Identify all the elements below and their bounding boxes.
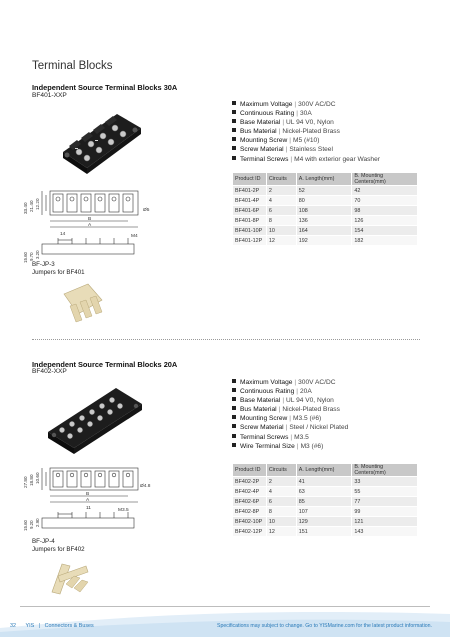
table-row (233, 497, 418, 507)
cell: 108 (296, 206, 352, 216)
cell: 41 (296, 477, 352, 487)
cell: 77 (352, 497, 418, 507)
cell: 136 (296, 216, 352, 226)
table-header: A. Length(mm) (296, 173, 352, 186)
table-row (233, 236, 418, 246)
cell: 52 (296, 186, 352, 196)
terminal-block-30a-side-drawing (28, 236, 143, 258)
table-header: Circuits (266, 464, 296, 477)
dim-side-1: 15.60 (23, 252, 28, 263)
cell: BF401-10P (233, 226, 267, 236)
jumper1-desc: Jumpers for BF401 (32, 269, 85, 276)
cell: 8 (266, 507, 296, 517)
terminal-block-30a-photo (55, 100, 145, 180)
cell: 129 (296, 517, 352, 527)
cell: 33 (352, 477, 418, 487)
spec-item: Terminal Screws | M4 with exterior gear Washer (232, 155, 380, 164)
cell: 70 (352, 196, 418, 206)
table-row (233, 226, 418, 236)
footer-rule (20, 606, 430, 607)
cell: 192 (296, 236, 352, 246)
table-header: B. Mounting Centers(mm) (352, 173, 418, 186)
dim-screw: M4 (131, 234, 138, 239)
section1-spec-table (232, 172, 418, 246)
dim-diameter: Ø4.8 (140, 484, 151, 489)
spec-item: Terminal Screws | M3.5 (232, 433, 348, 442)
page-number: 32 (10, 623, 16, 629)
cell: BF401-2P (233, 186, 267, 196)
spec-item: Bus Material | Nickel-Plated Brass (232, 405, 348, 414)
table-header: Circuits (266, 173, 296, 186)
cell: 98 (352, 206, 418, 216)
spec-item: Wire Terminal Size | M3 (#6) (232, 442, 348, 451)
footer-notice: Specifications may subject to change. Go to YISMarine.com for the latest product information. (216, 623, 432, 629)
cell: BF402-6P (233, 497, 267, 507)
table-row (233, 477, 418, 487)
section1-title: Independent Source Terminal Blocks 30A (32, 83, 178, 92)
table-row (233, 186, 418, 196)
section2-spec-list (232, 378, 348, 451)
spec-item: Mounting Screw | M3.5 (#6) (232, 414, 348, 423)
cell: 10 (266, 517, 296, 527)
cell: BF402-4P (233, 487, 267, 497)
section2-model: BF402-XXP (32, 368, 67, 375)
cell: 55 (352, 487, 418, 497)
cell: BF401-6P (233, 206, 267, 216)
cell: 4 (266, 487, 296, 497)
section2-title: Independent Source Terminal Blocks 20A (32, 360, 178, 369)
section1-spec-list (232, 100, 380, 164)
table-header: Product ID (233, 464, 267, 477)
terminal-block-20a-side-drawing (28, 510, 143, 532)
cell: 12 (266, 527, 296, 537)
jumper1-id: BF-JP-3 (32, 261, 55, 268)
dim-side-3: 3.20 (35, 250, 40, 259)
footer-page-info: 32 YIS | Connectors & Buses (10, 623, 94, 629)
section-divider (32, 339, 420, 340)
dim-side-2: 9.20 (29, 520, 34, 529)
terminal-block-30a-drawing (28, 187, 158, 235)
cell: BF402-2P (233, 477, 267, 487)
cell: 2 (266, 186, 296, 196)
cell: 121 (352, 517, 418, 527)
cell: 6 (266, 206, 296, 216)
terminal-block-20a-drawing (28, 464, 158, 508)
spec-item: Screw Material | Stainless Steel (232, 145, 380, 154)
dim-height-2: 18.80 (29, 474, 34, 486)
footer-brand: YIS (25, 623, 35, 629)
cell: 4 (266, 196, 296, 206)
section2-spec-table (232, 463, 418, 537)
table-row (233, 216, 418, 226)
cell: BF402-10P (233, 517, 267, 527)
table-row (233, 206, 418, 216)
cell: 63 (296, 487, 352, 497)
table-header: B. Mounting Centers(mm) (352, 464, 418, 477)
section1-model: BF401-XXP (32, 92, 67, 99)
table-row (233, 507, 418, 517)
cell: 107 (296, 507, 352, 517)
jumper2-id: BF-JP-4 (32, 538, 55, 545)
cell: 2 (266, 477, 296, 487)
table-header: A. Length(mm) (296, 464, 352, 477)
dim-height-1: 33.40 (23, 202, 28, 214)
dim-diameter: Ø5 (143, 208, 150, 213)
cell: 42 (352, 186, 418, 196)
dim-b: B (88, 217, 92, 222)
dim-pitch: 11 (86, 506, 91, 511)
dim-a: A (86, 498, 90, 503)
dim-height-3: 12.20 (35, 198, 40, 210)
dim-pitch: 14 (60, 232, 66, 237)
table-header: Product ID (233, 173, 267, 186)
spec-item: Mounting Screw | M5 (#10) (232, 136, 380, 145)
spec-item: Screw Material | Steel / Nickel Plated (232, 423, 348, 432)
cell: BF401-12P (233, 236, 267, 246)
cell: 12 (266, 236, 296, 246)
cell: 85 (296, 497, 352, 507)
cell: 126 (352, 216, 418, 226)
spec-item: Base Material | UL 94 V0, Nylon (232, 118, 380, 127)
dim-height-2: 21.40 (29, 200, 34, 212)
cell: 80 (296, 196, 352, 206)
cell: 164 (296, 226, 352, 236)
cell: BF402-12P (233, 527, 267, 537)
jumper-bf-jp-4-photo (44, 556, 94, 601)
spec-item: Bus Material | Nickel-Plated Brass (232, 127, 380, 136)
cell: 10 (266, 226, 296, 236)
spec-item: Maximum Voltage | 300V AC/DC (232, 378, 348, 387)
table-row (233, 196, 418, 206)
cell: 99 (352, 507, 418, 517)
dim-side-1: 15.60 (23, 520, 28, 531)
cell: 143 (352, 527, 418, 537)
footer-wave-graphic (0, 598, 450, 637)
dim-side-2: 9.70 (29, 252, 34, 261)
jumper-bf-jp-3-photo (58, 280, 108, 325)
dim-height-1: 27.80 (23, 476, 28, 488)
jumper2-desc: Jumpers for BF402 (32, 546, 85, 553)
table-row (233, 527, 418, 537)
cell: 6 (266, 497, 296, 507)
cell: BF401-4P (233, 196, 267, 206)
cell: 154 (352, 226, 418, 236)
spec-item: Continuous Rating | 20A (232, 387, 348, 396)
dim-side-3: 2.90 (35, 518, 40, 527)
dim-b: B (86, 492, 90, 497)
dim-screw: M3.5 (118, 508, 129, 513)
cell: 182 (352, 236, 418, 246)
cell: 151 (296, 527, 352, 537)
cell: BF401-8P (233, 216, 267, 226)
dim-a: A (88, 223, 92, 228)
table-row (233, 487, 418, 497)
spec-item: Continuous Rating | 30A (232, 109, 380, 118)
cell: BF402-8P (233, 507, 267, 517)
terminal-block-20a-photo (42, 378, 147, 456)
footer-category: Connectors & Buses (44, 623, 94, 629)
table-row (233, 517, 418, 527)
spec-item: Maximum Voltage | 300V AC/DC (232, 100, 380, 109)
cell: 8 (266, 216, 296, 226)
spec-item: Base Material | UL 94 V0, Nylon (232, 396, 348, 405)
dim-height-3: 10.60 (35, 472, 40, 484)
page-title: Terminal Blocks (32, 60, 113, 72)
